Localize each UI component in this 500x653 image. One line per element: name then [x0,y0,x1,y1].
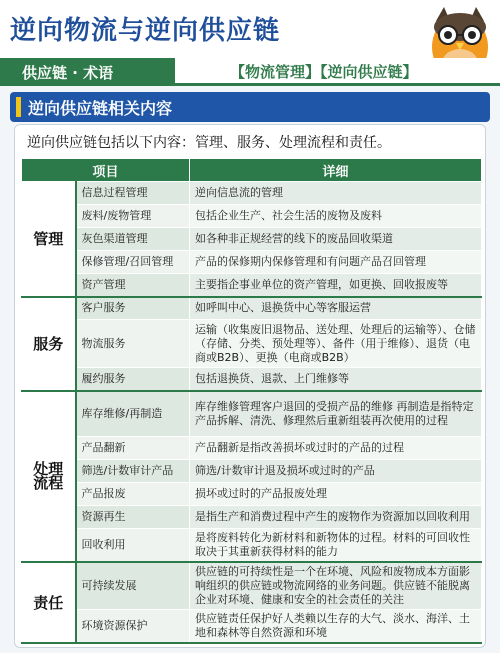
table-row [22,391,482,437]
section-title: 逆向供应链相关内容 [28,99,173,118]
detail-cell: 运输（收集废旧退物品、送处理、处理后的运输等）、仓储（存储、分类、预处理等）、备件（用于维修）、退货（电商或B2B）、更换（电商或B2B） [190,320,482,368]
detail-cell: 是指生产和消费过程中产生的废物作为资源加以回收利用 [190,506,482,529]
table-row [22,483,482,506]
item-cell: 灰色渠道管理 [76,228,190,251]
item-cell: 回收利用 [76,529,190,563]
table-row [22,460,482,483]
table-row [22,437,482,460]
table-row [22,274,482,297]
detail-cell: 包括企业生产、社会生活的废物及废料 [190,205,482,228]
detail-cell: 产品的保修期内保修管理和有问题产品召回管理 [190,251,482,274]
table-row [22,205,482,228]
column-header-detail: 详细 [190,159,482,182]
item-cell: 可持续发展 [76,562,190,610]
category-cell: 管理 [22,182,76,297]
nav-category-label: 供应链 · 术语 [22,64,114,82]
detail-cell: 包括退换货、退款、上门维修等 [190,368,482,391]
detail-cell: 如各种非正规经营的线下的废品回收渠道 [190,228,482,251]
detail-cell: 逆向信息流的管理 [190,182,482,205]
item-cell: 库存维修/再制造 [76,391,190,437]
item-cell: 物流服务 [76,320,190,368]
item-cell: 资产管理 [76,274,190,297]
detail-cell: 供应链责任保护好人类赖以生存的大气、淡水、海洋、土地和森林等自然资源和环境 [190,610,482,644]
table-row [22,368,482,391]
item-cell: 保修管理/召回管理 [76,251,190,274]
nav-tags[interactable] [175,58,500,86]
table-row [22,610,482,644]
column-header-item: 项目 [22,159,190,182]
detail-cell: 库存维修管理客户退回的受损产品的维修 再制造是指特定产品拆解、清洗、修理然后重新组装再次使用的过程 [190,391,482,437]
intro-text: 逆向供应链包括以下内容：管理、服务、处理流程和责任。 [27,135,391,151]
table-row [22,320,482,368]
section-accent [16,97,21,117]
item-cell: 产品报废 [76,483,190,506]
table-row [22,562,482,610]
detail-cell: 产品翻新是指改善损坏或过时的产品的过程 [190,437,482,460]
top-title-bar [0,0,500,58]
item-cell: 环境资源保护 [76,610,190,644]
detail-cell: 供应链的可持续性是一个在环境、风险和废物成本方面影响组织的供应链或物流网络的业务问题。供应链不能脱离企业对环境、健康和安全的社会责任的关注 [190,562,482,610]
table-row [22,529,482,563]
section-header [10,92,490,122]
item-cell: 客户服务 [76,297,190,320]
category-cell: 责任 [22,562,76,643]
table-row [22,297,482,320]
item-cell: 产品翻新 [76,437,190,460]
detail-cell: 主要指企事业单位的资产管理，如更换、回收报废等 [190,274,482,297]
table-header-row [22,159,482,182]
category-cell: 服务 [22,297,76,391]
nav-bar [0,58,500,86]
detail-cell: 是将废料转化为新材料和新物体的过程。材料的可回收性取决于其重新获得材料的能力 [190,529,482,563]
item-cell: 筛选/计数审计产品 [76,460,190,483]
item-cell: 履约服务 [76,368,190,391]
content-table [21,158,482,644]
item-cell: 废料/废物管理 [76,205,190,228]
detail-cell: 筛选/计数审计退及损坏或过时的产品 [190,460,482,483]
table-row [22,251,482,274]
nav-category[interactable] [0,58,175,86]
nav-tags-label: 【物流管理】【逆向供应链】 [230,63,418,81]
item-cell: 信息过程管理 [76,182,190,205]
page-title: 逆向物流与逆向供应链 [10,16,281,46]
table-row [22,506,482,529]
content-card [14,124,486,648]
item-cell: 资源再生 [76,506,190,529]
category-cell: 处理流程 [22,391,76,563]
detail-cell: 损坏或过时的产品报废处理 [190,483,482,506]
detail-cell: 如呼叫中心、退换货中心等客服运营 [190,297,482,320]
table-row [22,228,482,251]
table-row [22,182,482,205]
